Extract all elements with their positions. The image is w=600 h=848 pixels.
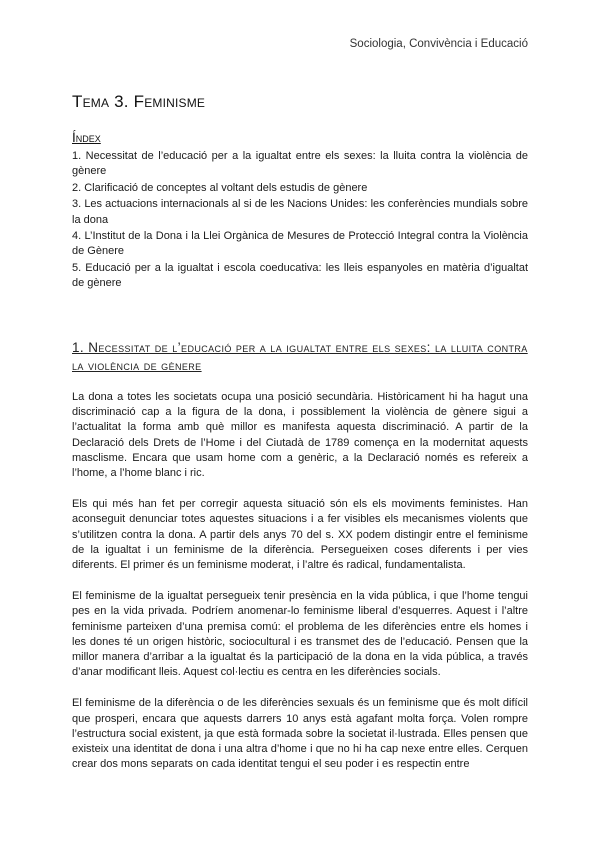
paragraph: La dona a totes les societats ocupa una posició secundària. Històricament hi ha hagut una discriminació cap a la figura de la dona, i possiblement la violència de gènere sigui a l’actualitat la forma amb què millor es manifesta aquesta discriminació. A partir de la Declaració dels Drets de l’Home i del Ciutadà de 1789 comença en la modernitat aquests masclisme. Encara que usam home com a genèric, a la Declaració només es refereix a l’home, a l’home blanc i ric.	[72, 391, 528, 480]
index-heading: Índex	[72, 130, 101, 145]
index-item: 3. Les actuacions internacionals al si de les Nacions Unides: les conferències mundials sobre la dona	[72, 198, 528, 226]
paragraph: El feminisme de la igualtat persegueix tenir presència en la vida pública, i que l’home tengui pes en la vida privada. Podríem anomenar-lo feminisme liberal d’esquerres. Aquest i l’altre feminisme parteixen d’una premisa comú: el problema de les diferències entre els homes i les dones té un origen històric, sociocultural i es transmet des de l’educació. Pensen que la millor manera d’arribar a la igualtat és la participació de la dona en la vida pública, a través d’anar modificant lleis. Aquest col·lectiu es centra en les diferències socials.	[72, 590, 528, 679]
index-item: 2. Clarificació de conceptes al voltant dels estudis de gènere	[72, 181, 368, 194]
index-item: 5. Educació per a la igualtat i escola coeducativa: les lleis espanyoles en matèria d’igualtat de gènere	[72, 261, 528, 290]
running-header: Sociologia, Convivència i Educació	[349, 38, 528, 50]
paragraph: Els qui més han fet per corregir aquesta situació són els els moviments feministes. Han aconseguit denunciar totes aquestes situacions i a fer visibles els mecanismes violents que s’utilitzen contra la dona. A partir dels anys 70 del s. XX podem distingir entre el feminisme de la igualtat i un feminisme de la diferència. Persegueixen coses diferents i per vies diferents. El primer és un feminisme moderat, i l’altre és radical, fundamentalista.	[72, 498, 528, 572]
page-title: Tema 3. Feminisme	[72, 92, 206, 111]
paragraph: El feminisme de la diferència o de les diferències sexuals és un feminisme que és molt difícil que prosperi, encara que aquests darrers 10 anys està agafant molta força. Volen rompre l’estructura social existent, ja que està formada sobre la societat il·lustrada. Elles pensen que existeix una identitat de dona i una altra d’home i que no hi ha cap nexe entre elles. Cerquen crear dos mons separats on cada identitat tengui el seu poder i es respectin entre	[72, 697, 528, 771]
section-body	[72, 390, 528, 788]
index-item: 1. Necessitat de l’educació per a la igualtat entre els sexes: la lluita contra la violència de gènere	[72, 150, 528, 178]
section-heading: 1. Necessitat de l’educació per a la igualtat entre els sexes: la lluita contra la violència de gènere	[72, 340, 528, 373]
index-item: 4. L’Institut de la Dona i la Llei Orgànica de Mesures de Protecció Integral contra la Violència de Gènere	[72, 230, 528, 258]
index-list	[72, 149, 528, 293]
